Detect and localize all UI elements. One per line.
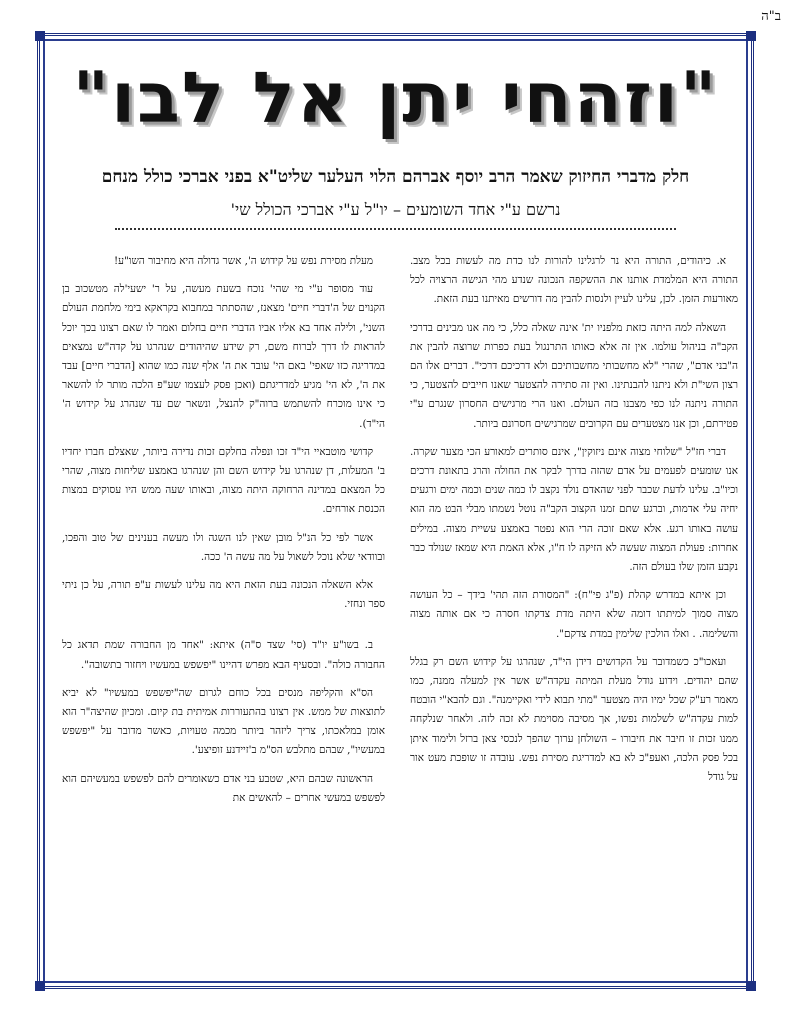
paragraph: מעלת מסירת נפש על קידוש ה', אשר גדולה היא מחיבור השו"ע!: [113, 255, 373, 267]
paragraph: הס"א והקליפה מנסים בכל כוחם לגרום שה"יפשפש במעשיו" לא יביא לתוצאות של ממש. אין רצונו בהתעוררות אמיתית בת קיום. ומכיון שהיצה"ר הוא אומן במלאכתו, צריך ליזהר ביותר מכמה טעויות, כאשר מדובר על "יפשפש במעשיו", שבהם מתלבש הס"מ ב'זיידנע זופיצע'.: [62, 686, 385, 757]
paragraph: אלא השאלה הנכונה בעת הזאת היא מה עלינו לעשות ע"פ תורה, על כן ניתי ספר ונחזי.: [62, 579, 385, 611]
paragraph: השאלה למה היתה כזאת מלפניו ית' אינה שאלה כלל, כי מה אנו מבינים בדרכי הקב"ה בניהול עולמו. אין זה אלא כאותו התרנגול בעת כפרות שרוצה להבין את ה"בני אדם", שהרי "לא מחשבותי מחשבותיכם ולא דרכיכם דרכי". דברים אלו הם רצון השי"ת ולא ניתנו להבנתינו. ואין זה סתירה להצטער שאנו חייבים להצטער, כי התורה ניתנה לנו כפי מצבנו בזה העולם. ואנו הרי מרגישים החסרון שנגרם ע"י פטירתם, וכן אנו מצטערים עם הקרובים שמרגישים חסרונם ביותר.: [410, 321, 738, 430]
paragraph: אשר לפי כל הנ"ל מובן שאין לנו השגה ולו מעשה בענינים של טוב והפכו, ובוודאי שלא נוכל לשאול על מה עשה ה' ככה.: [62, 531, 385, 563]
left-column: [62, 252, 385, 980]
paragraph: הראשונה שבהם היא, שטבע בני אדם כשאומרים להם לפשפש במעשיהם הוא לפשפש במעשי אחרים – להאשים את: [62, 772, 385, 804]
right-column: [410, 252, 738, 980]
corner-ornament: [35, 981, 45, 991]
corner-ornament: [746, 981, 756, 991]
paragraph: ב. בשו"ע יו"ד (סי' שצד ס"ה) איתא: "אחד מן החבורה שמת תדאג כל החבורה כולה". ובסעיף הבא מפרש דהיינו "יפשפש במעשיו ויחזור בתשובה".: [62, 639, 385, 671]
paragraph: א. כיהודים, התורה היא נר לרגלינו להורות לנו כדת מה לעשות בכל מצב. התורה היא המלמדת אותנו את ההשקפה הנכונה שנדע מהי הגישה הרצויה לכל מאורעות הזמן. לכן, עלינו לעיין ולנסות להבין מה דורשים מאיתנו בעת הזאת.: [410, 255, 738, 306]
corner-ornament: [35, 31, 45, 41]
paragraph: דברי חז"ל "שלוחי מצוה אינם ניזוקין", אינם סותרים למאורע הכי מצער שקרה. אנו שומעים לפעמים על אדם שהזה בדרך לבקר את החולה והרג בתאונת דרכים וכיו"ב. עלינו לדעת שכבר לפני שהאדם נולד נקצב לו כמה שנים וכמה ימים ורגעים יחיה עלי אדמות, וברגע שתם זמנו הקצוב הקב"ה נוטל נשמתו מבלי הבט מה הוא עושה באותו רגע. אלא שאם זוכה הרי הוא נפטר באמצע עשיית מצוה. במילים אחרות: פעולת המצוה שעשה לא הזיקה לו ח"ו, אלא האמת היא שמאז שנולד כבר נקבע הזמן שלו בעולם הזה.: [410, 445, 738, 574]
paragraph: עוד מסופר ע"י מי שהי' נוכח בשעת מעשה, על ר' ישעי'לה מטשכוב בן הקנוים של ה'דברי חיים' מצאנז, שהסתתר במחבוא בקראקא בימי מלחמת העולם השני', ולילה אחד בא אליו אביו הדברי חיים בחלום ואמר לו שאם רצונו בכך יוכל להראות לו דרך לברוח משם, רק שידע שהיהודים שנהרגו על קדה"ש נמצאים במדריגה כזו שאפי' באם הי' עובד את ה' אלף שנה כמו שהוא [הדברי חיים] עבד את ה', לא הי' מגיע למדריגתם (ואכן פסק לעצמו שע"פ הלכה מותר לו להשאר כי אינו מוכרח להשתמש ברוה"ק להנצל, ונשאר שם עד שנהרג על קידוש ה' הי"ד).: [62, 283, 385, 430]
corner-ornament: [746, 31, 756, 41]
dotted-separator: [115, 228, 676, 230]
paragraph: וכן איתא במדרש קהלת (פ"ג פי"ח): "המסורת הזה תהי' בידך – כל העושה מצוה סמוך למיתתו דומה שלא היתה מדת צדקתו חסרה כי אם אותה מצוה והשלימה. . ואלו הולכין שלימין במדת צדקם".: [410, 589, 738, 640]
subtitle-line-1: חלק מדברי החיזוק שאמר הרב יוסף אברהם הלוי העלער שליט"א בפני אברכי כולל מנחם: [101, 167, 690, 187]
paragraph: ועאכו"כ כשמדובר על הקדושים דידן הי"ד, שנהרגו על קידוש השם רק בגלל שהם יהודים. וידוע גודל מעלת המיתה עקדה"ש אשר אין למעלה ממנה, כמו מאמר רע"ק שכל ימיו היה מצטער "מתי תבוא לידי ואקיימנה". וגם להבא"י הובטח למות עקדה"ש לשלמות נפשו, אך מסיבה מסוימת לא זכה לזה. ולאחר שנלקחה ממנו זכות זו חיבר את חיבורו – השולחן ערוך שהפך לנכסי צאן ברזל ולימוד איתן בכל פסק הלכה, ואעפ"כ לא בא למדריגת מסירת נפש. עובדה זו שופכת מעט אור על גודל: [410, 655, 738, 784]
subtitle-line-2: נרשם ע"י אחד השומעים – יו"ל ע"י אברכי הכולל שי': [230, 200, 561, 219]
bh-mark: ב"ה: [761, 9, 781, 24]
paragraph: קדושי מוטבאיי הי"ד זכו ונפלה בחלקם זכות נדירה ביותר, שאצלם חברו יחדיו ב' המעלות, דן שנהרגו על קידוש השם והן שנהרגו באמצע שליחות מצוה, שהרי כל המצאם במדינה הרחוקה היתה מצוה, ובאותו שעה ממש היו עסוקים במצות הכנסת אורחים.: [62, 445, 385, 516]
page-title: "וזהחי יתן אל לבו": [72, 57, 719, 139]
